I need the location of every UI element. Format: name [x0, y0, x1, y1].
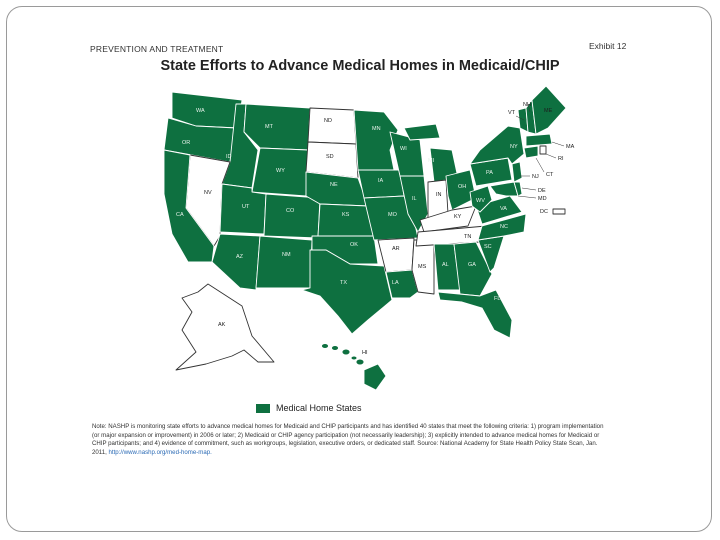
state-ks — [318, 204, 374, 236]
label-ca: CA — [176, 212, 184, 218]
label-la: LA — [392, 280, 399, 286]
label-az: AZ — [236, 254, 244, 260]
legend-swatch — [256, 404, 270, 413]
label-ct: CT — [546, 172, 554, 178]
label-il: IL — [412, 196, 417, 202]
label-wi: WI — [400, 146, 407, 152]
label-ne: NE — [330, 182, 338, 188]
label-pa: PA — [486, 170, 493, 176]
label-ut: UT — [242, 204, 250, 210]
label-de: DE — [538, 188, 546, 194]
label-mt: MT — [265, 124, 273, 130]
exhibit-number: Exhibit 12 — [589, 41, 627, 51]
section-label: PREVENTION AND TREATMENT — [90, 44, 224, 54]
label-id: ID — [226, 154, 232, 160]
footnote — [92, 423, 612, 457]
label-nv: NV — [204, 190, 212, 196]
state-nj — [512, 162, 522, 182]
state-co — [264, 194, 320, 238]
state-ct — [524, 146, 538, 158]
label-mi: MI — [428, 158, 435, 164]
state-dc — [553, 209, 565, 214]
label-nd: ND — [324, 118, 332, 124]
label-sd: SD — [326, 154, 334, 160]
state-nm — [256, 236, 312, 288]
label-nm: NM — [282, 252, 291, 258]
note-text: Note: NASHP is monitoring state efforts to advance medical homes for Medicaid and CHIP participants and has identified 40 states that meet the following criteria: 1) program implementation (or major expansion or improvement) in 2006 or later; 2) Medicaid or CHIP agency participation (not necessarily leadership); 3) explicitly intended to advance medical homes for Medicaid or CHIP participants; and 4) evidence of commitment, such as workgroups, legislation, executive orders, or dedicated staff. — [92, 423, 604, 448]
label-tn: TN — [464, 234, 472, 240]
source-link[interactable]: http://www.nashp.org/med-home-map. — [108, 448, 212, 456]
label-ma: MA — [566, 144, 575, 150]
state-fl — [438, 290, 512, 338]
label-tx: TX — [340, 280, 348, 286]
state-tx — [302, 250, 392, 334]
page-title: State Efforts to Advance Medical Homes in Medicaid/CHIP — [160, 58, 560, 74]
label-ok: OK — [350, 242, 358, 248]
state-nd — [308, 108, 356, 144]
label-co: CO — [286, 208, 295, 214]
label-wv: WV — [476, 198, 485, 204]
legend — [256, 403, 362, 413]
label-sc: SC — [484, 244, 492, 250]
label-mo: MO — [388, 212, 397, 218]
label-mn: MN — [372, 126, 381, 132]
label-md: MD — [538, 196, 547, 202]
label-ky: KY — [454, 214, 462, 220]
label-fl: FL — [494, 296, 501, 302]
label-nj: NJ — [532, 174, 539, 180]
label-vt: VT — [508, 110, 516, 116]
label-al: AL — [442, 262, 449, 268]
state-ri — [540, 146, 546, 154]
state-mt — [244, 104, 310, 150]
label-oh: OH — [458, 184, 467, 190]
label-in: IN — [436, 192, 442, 198]
legend-label: Medical Home States — [276, 403, 362, 413]
label-ak: AK — [218, 322, 226, 328]
label-hi: HI — [362, 350, 368, 356]
label-nh: NH — [523, 102, 531, 108]
label-me: ME — [544, 108, 553, 114]
state-ia — [358, 170, 404, 198]
state-az — [212, 234, 260, 290]
label-ia: IA — [378, 178, 384, 184]
label-ga: GA — [468, 262, 476, 268]
label-ri: RI — [558, 156, 564, 162]
state-ne — [306, 172, 368, 206]
label-wa: WA — [196, 108, 205, 114]
source-text: Source: National Academy for State Health Policy State Scan, Jan. 2011, — [92, 440, 598, 456]
label-or: OR — [182, 140, 191, 146]
label-ks: KS — [342, 212, 350, 218]
label-ny: NY — [510, 144, 518, 150]
label-nc: NC — [500, 224, 508, 230]
state-md — [490, 182, 518, 196]
label-ar: AR — [392, 246, 400, 252]
label-ms: MS — [418, 264, 427, 270]
label-dc: DC — [540, 209, 548, 215]
label-va: VA — [500, 206, 507, 212]
state-ma — [526, 134, 552, 146]
state-hi — [322, 344, 387, 391]
label-wy: WY — [276, 168, 285, 174]
